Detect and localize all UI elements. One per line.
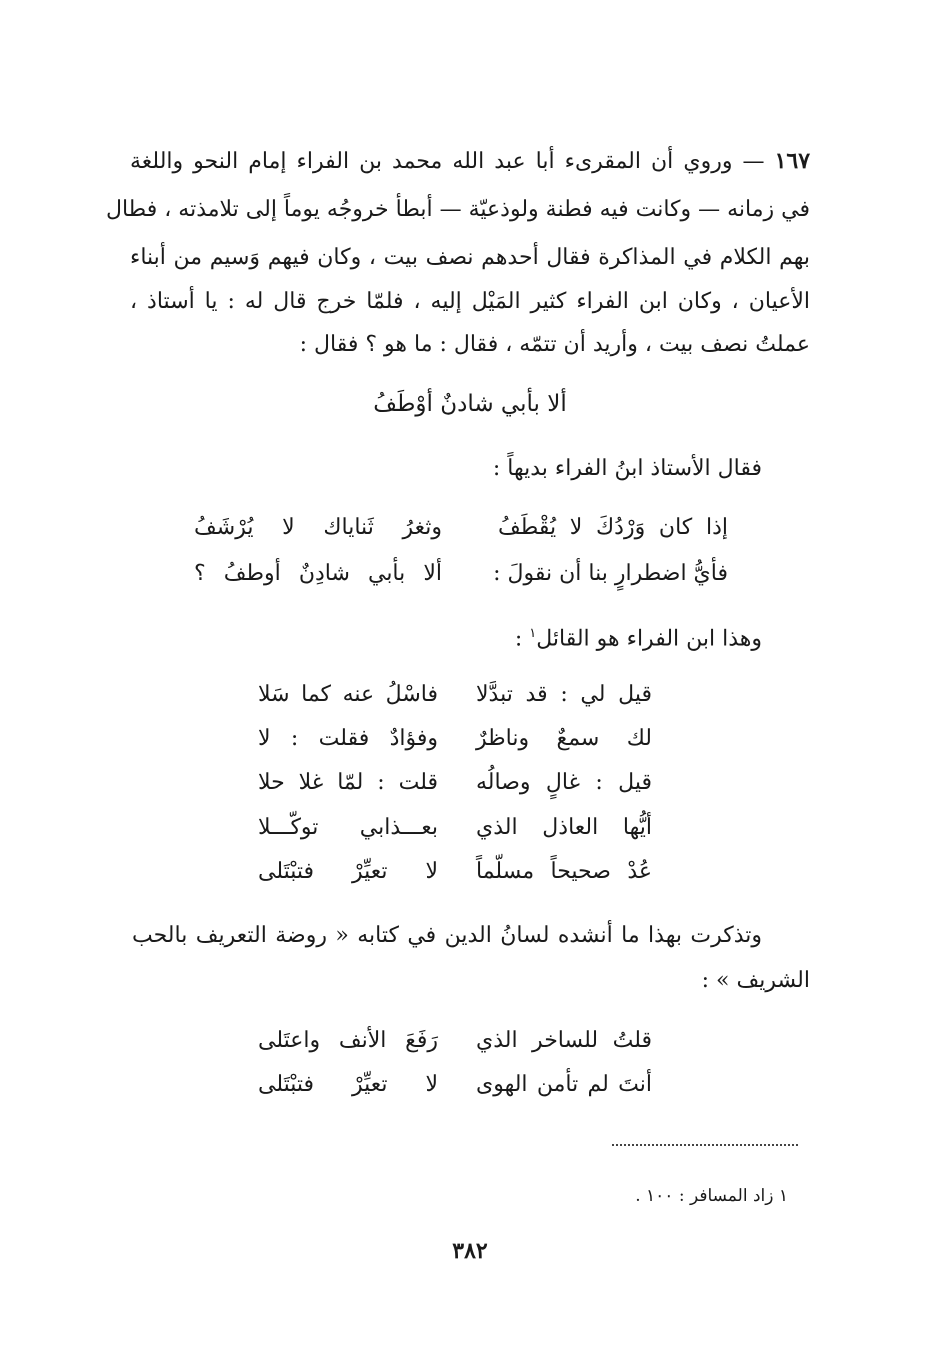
page-number: ٣٨٢ xyxy=(452,1238,488,1264)
paragraph-167-line-4: الأعيان ، وكان ابن الفراء كثير المَيْل إليه ، فلمّا خرج قال له : يا أستاذ ، xyxy=(130,289,810,314)
poem-2-line-4-right: أيُّها العاذل الذي xyxy=(476,815,652,840)
poem-2-line-5-left: لا تعيِّرْ فتبْتَلى xyxy=(258,859,438,884)
footnote-mark: ١ xyxy=(529,626,537,641)
poem-3-line-2-left: لا تعيِّرْ فتبْتَلى xyxy=(258,1072,438,1097)
poem-2-line-3-right: قيل : غالٍ وصالُه xyxy=(476,770,652,795)
paragraph-2-line-1: وتذكرت بهذا ما أنشده لسانُ الدين في كتابه « روضة التعريف بالحب xyxy=(132,923,762,948)
poem-2-line-2-left: وفؤادٌ فقلت : لا xyxy=(258,726,438,751)
paragraph-167-line-1 xyxy=(130,146,810,177)
paragraph-167-line-1-text: — وروي أن المقرىء أبا عبد الله محمد بن الفراء إمام النحو واللغة xyxy=(130,149,765,174)
poem-1-line-2-right: فأيُّ اضطرارٍ بنا أن نقولَ : xyxy=(493,561,728,586)
poem-2-line-1-left: فاسْلُ عنه كما سَلا xyxy=(258,682,438,707)
paragraph-number: ١٦٧ xyxy=(774,148,811,174)
poem-2-line-3-left: قلت : لمّا غلا حلا xyxy=(258,770,438,795)
half-verse: ألا بأبي شادنٌ أوْطَفُ xyxy=(373,391,567,417)
poem-2-line-1-right: قيل لي : قد تبدَّلا xyxy=(476,682,652,707)
poem-1-line-2-left: ألا بأبي شادِنٌ أوطفُ ؟ xyxy=(194,561,442,586)
paragraph-167-line-5: عملتُ نصف بيت ، وأريد أن تتمّه ، فقال : ما هو ؟ فقال : xyxy=(299,332,810,357)
intro-2 xyxy=(515,619,762,654)
poem-1-line-1-right: إذا كان وَرْدُكَ لا يُقْطَفُ xyxy=(498,515,728,540)
paragraph-2-line-2: الشريف » : xyxy=(701,968,810,993)
footnote-separator xyxy=(612,1144,798,1146)
poem-2-line-5-right: عُدْ صحيحاً مسلّماً xyxy=(476,859,652,884)
poem-3-line-1-right: قلتُ للساخر الذي xyxy=(476,1028,652,1053)
intro-2-colon: : xyxy=(514,626,530,652)
paragraph-167-line-3: بهم الكلام في المذاكرة فقال أحدهم نصف بيت ، وكان فيهم وَسيم من أبناء xyxy=(130,245,810,270)
intro-2-text: وهذا ابن الفراء هو القائل xyxy=(536,626,762,652)
poem-2-line-4-left: بعـــذابي توكّـــلا xyxy=(258,815,438,840)
paragraph-167-line-2: في زمانه — وكانت فيه فطنة ولوذعيّة — أبطأ خروجُه يوماً إلى تلامذته ، فطال xyxy=(105,197,810,222)
poem-3-line-2-right: أنتَ لم تأمن الهوى xyxy=(476,1072,652,1097)
footnote: ١ زاد المسافر : ١٠٠ . xyxy=(635,1186,788,1206)
intro-1: فقال الأستاذ ابنُ الفراء بديهاً : xyxy=(492,456,762,481)
poem-3-line-1-left: رَفَعَ الأنف واعتَلى xyxy=(258,1028,438,1053)
poem-1-line-1-left: وثغرُ ثَناياك لا يُرْشَفُ xyxy=(194,515,442,540)
poem-2-line-2-right: لك سمعٌ وناظرٌ xyxy=(476,726,652,751)
